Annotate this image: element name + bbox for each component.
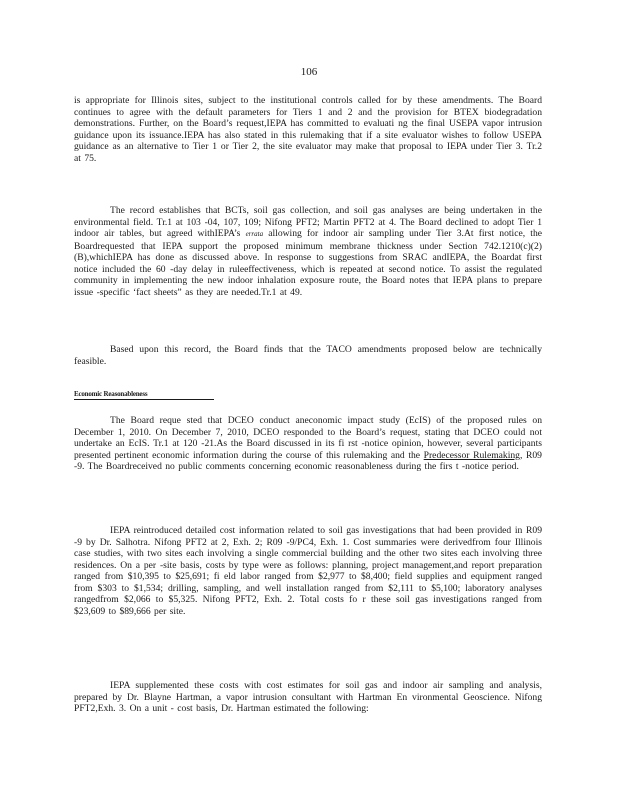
paragraph-text-part: The Board reque sted that DCEO conduct aneconomic impact study (EcIS) of the proposed rules on December 1, 2010. On December 7, 2010, DCEO responded to the Board’s request, stating that DCEO could not undertake an EcIS. Tr.1 at 120 -21.As the Board discussed in its fi rst -notice opinion, however, several participants presented pertinent economic information during the course of this rulemaking and the	[74, 415, 542, 461]
paragraph-text-part: The record establishes that BCTs, soil gas collection, and soil gas analyses are being undertaken in the environmental field. Tr.1 at 103 -04, 107, 109; Nifong PFT2; Martin PFT2 at 4. The Board declined to adopt Tier 1 indoor air tables, but agreed withIEPA’s	[74, 205, 542, 239]
paragraph-text	[74, 415, 542, 473]
paragraph-6	[74, 680, 542, 715]
paragraph-5	[74, 525, 542, 617]
paragraph-1	[74, 95, 542, 164]
section-heading: Economic Reasonableness	[74, 390, 214, 400]
page-number: 106	[300, 66, 318, 78]
paragraph-3	[74, 344, 542, 367]
predecessor-rulemaking-link: Predecessor Rulemaking	[423, 449, 520, 461]
errata-italic: errata	[245, 230, 264, 238]
paragraph-text: Based upon this record, the Board finds that the TACO amendments proposed below are technically feasible.	[74, 344, 542, 367]
paragraph-text: IEPA reintroduced detailed cost information related to soil gas investigations that had been provided in R09 -9 by Dr. Salhotra. Nifong PFT2 at 2, Exh. 2; R09 -9/PC4, Exh. 1. Cost summaries were derivedfrom four Illinois case studies, with two sites each involving a single commercial building and the other two sites each involving three residences. On a per -site basis, costs by type were as follows: planning, project management,and report preparation ranged from $10,395 to $25,691; fi eld labor ranged from $2,977 to $8,400; field supplies and equipment ranged from $303 to $1,534; drilling, sampling, and well installation ranged from $2,111 to $5,100; laboratory analyses rangedfrom $2,066 to $5,325. Nifong PFT2, Exh. 2. Total costs fo r these soil gas investigations ranged from $23,609 to $89,666 per site.	[74, 525, 542, 617]
paragraph-text-part: allowing for indoor air sampling under Tier 3.At first notice, the Boardrequested that IEPA support the proposed minimum membrane thickness under Section 742.1210(c)(2)(B),whichIEPA has done as discussed above. In response to suggestions from SRAC andIEPA, the Boardat first notice included the 60 -day delay in ruleeffectiveness, which is repeated at second notice. To assist the regulated community in implementing the new indoor inhalation exposure route, the Board notes that IEPA plans to prepare issue -specific ‘fact sheets” as they are needed.Tr.1 at 49.	[74, 228, 543, 298]
paragraph-4	[74, 415, 542, 473]
paragraph-text-part: , R09 -9. The Boardreceived no public comments concerning economic reasonableness during the firs t -notice period.	[74, 449, 542, 472]
paragraph-2	[74, 205, 542, 298]
paragraph-text: IEPA supplemented these costs with cost estimates for soil gas and indoor air sampling and analysis, prepared by Dr. Blayne Hartman, a vapor intrusion consultant with Hartman En vironmental Geoscience. Nifong PFT2,Exh. 3. On a unit - cost basis, Dr. Hartman estimated the following:	[74, 680, 542, 714]
paragraph-text	[74, 205, 542, 298]
paragraph-text: is appropriate for Illinois sites, subject to the institutional controls called for by these amendments. The Board continues to agree with the default parameters for Tiers 1 and 2 and the provision for BTEX biodegradation demonstrations. Further, on the Board’s request,IEPA has committed to evaluati ng the final USEPA vapor intrusion guidance upon its issuance.IEPA has also stated in this rulemaking that if a site evaluator wishes to follow USEPA guidance as an alternative to Tier 1 or Tier 2, the site evaluator may make that proposal to IEPA under Tier 3. Tr.2 at 75.	[74, 95, 542, 164]
